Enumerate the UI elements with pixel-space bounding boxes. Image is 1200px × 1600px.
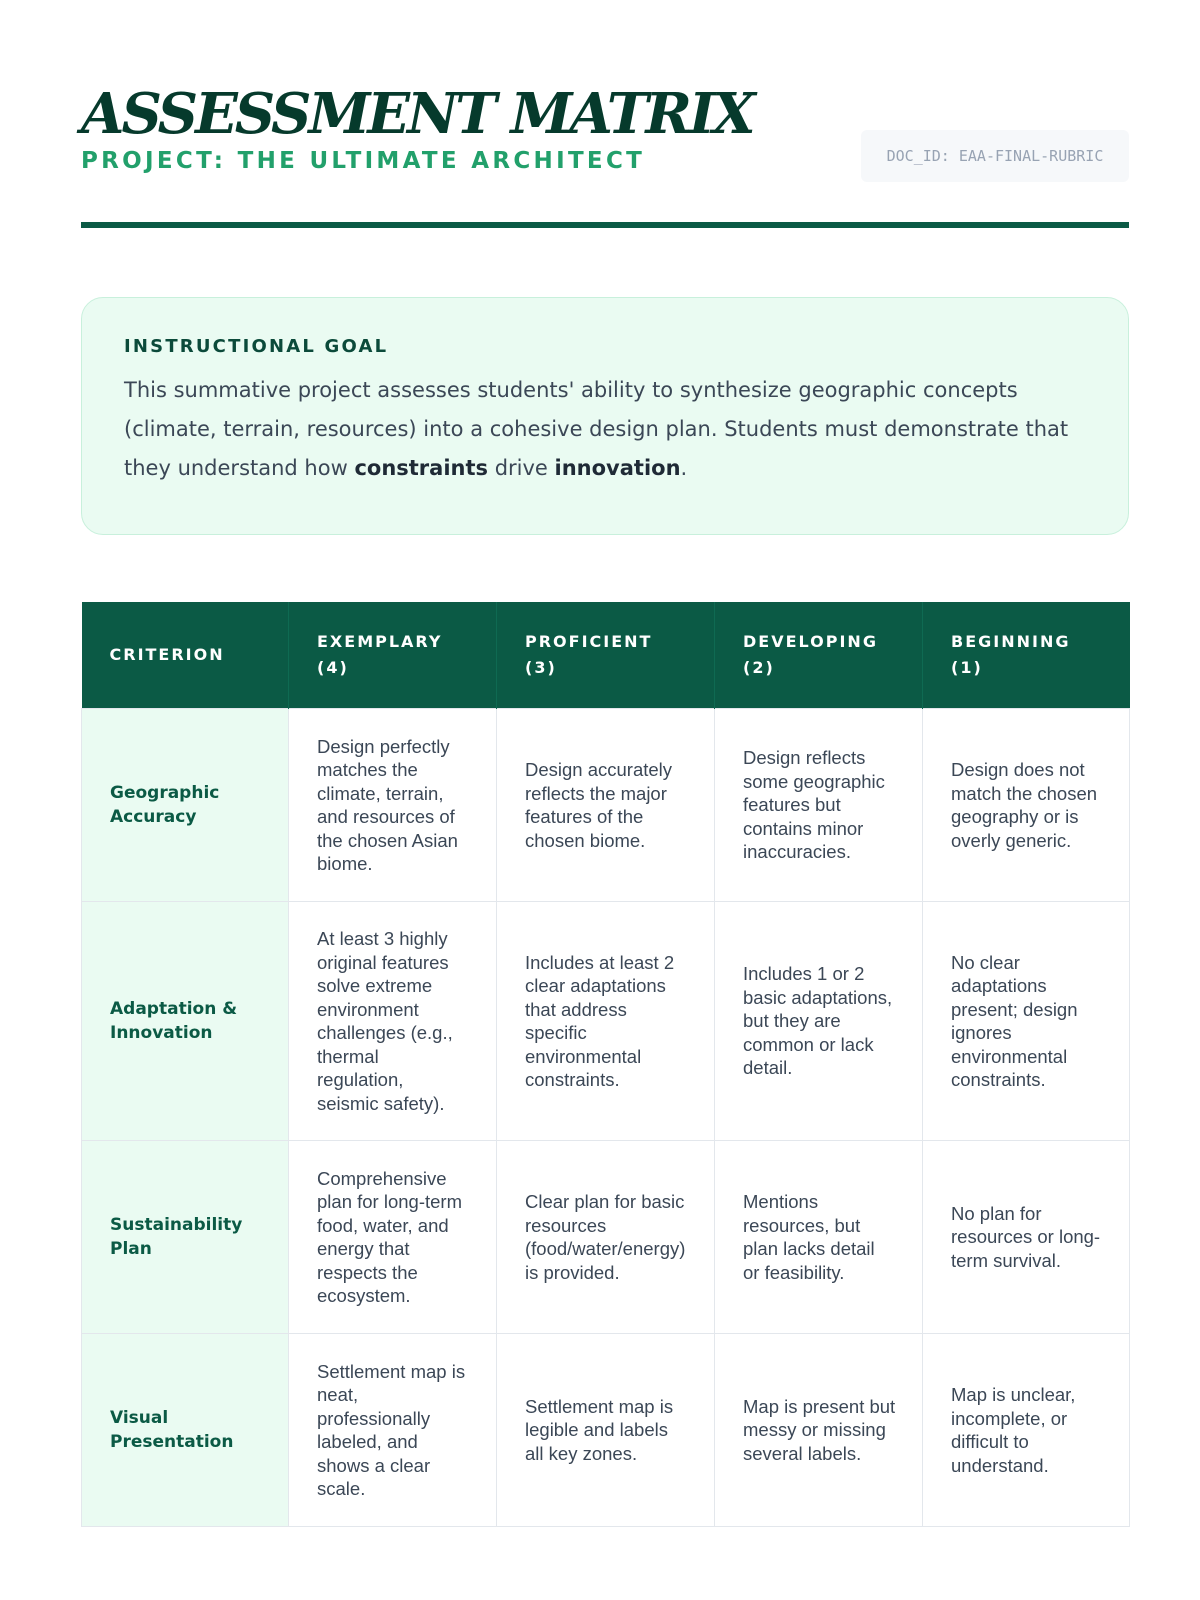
criterion-cell: Visual Presentation xyxy=(82,1334,289,1527)
instructional-goal-box xyxy=(81,297,1129,535)
goal-text-end: . xyxy=(680,456,688,480)
table-row xyxy=(82,1141,1130,1334)
rubric-cell: Design does not match the chosen geography or is overly generic. xyxy=(923,709,1130,902)
goal-text-mid: drive xyxy=(488,456,555,480)
rubric-cell: Mentions resources, but plan lacks detail or feasibility. xyxy=(715,1141,923,1334)
goal-text xyxy=(124,371,1088,488)
rubric-cell: Comprehensive plan for long-term food, water, and energy that respects the ecosystem. xyxy=(289,1141,497,1334)
rubric-cell: Settlement map is neat, professionally labeled, and shows a clear scale. xyxy=(289,1334,497,1527)
rubric-cell: Includes at least 2 clear adaptations that address specific environmental constraints. xyxy=(497,902,715,1141)
header-exemplary: EXEMPLARY (4) xyxy=(289,602,497,709)
rubric-cell: No plan for resources or long-term survival. xyxy=(923,1141,1130,1334)
table-row xyxy=(82,1334,1130,1527)
header-developing: DEVELOPING (2) xyxy=(715,602,923,709)
rubric-cell: Design accurately reflects the major features of the chosen biome. xyxy=(497,709,715,902)
header-beginning: BEGINNING (1) xyxy=(923,602,1130,709)
rubric-cell: Settlement map is legible and labels all key zones. xyxy=(497,1334,715,1527)
rubric-cell: No clear adaptations present; design ignores environmental constraints. xyxy=(923,902,1130,1141)
rubric-cell: Design reflects some geographic features but contains minor inaccuracies. xyxy=(715,709,923,902)
goal-bold-innovation: innovation xyxy=(554,456,681,480)
rubric-cell: At least 3 highly original features solve extreme environment challenges (e.g., thermal regulation, seismic safety). xyxy=(289,902,497,1141)
criterion-cell: Adaptation & Innovation xyxy=(82,902,289,1141)
assessment-matrix-table xyxy=(81,602,1130,1527)
criterion-cell: Geographic Accuracy xyxy=(82,709,289,902)
table-row xyxy=(82,709,1130,902)
rubric-cell: Design perfectly matches the climate, terrain, and resources of the chosen Asian biome. xyxy=(289,709,497,902)
document-header xyxy=(81,81,1129,230)
goal-label: INSTRUCTIONAL GOAL xyxy=(124,336,389,357)
goal-bold-constraints: constraints xyxy=(354,456,489,480)
header-criterion: CRITERION xyxy=(82,602,289,709)
header-proficient: PROFICIENT (3) xyxy=(497,602,715,709)
doc-id-badge: DOC_ID: EAA-FINAL-RUBRIC xyxy=(861,130,1129,182)
rubric-cell: Clear plan for basic resources (food/water/energy) is provided. xyxy=(497,1141,715,1334)
rubric-cell: Map is unclear, incomplete, or difficult to understand. xyxy=(923,1334,1130,1527)
rubric-cell: Map is present but messy or missing several labels. xyxy=(715,1334,923,1527)
page-title: ASSESSMENT MATRIX xyxy=(81,81,753,147)
header-divider xyxy=(81,222,1129,228)
goal-text-start: This summative project assesses students' ability to synthesize geographic concepts (climate, terrain, resources) into a cohesive design plan. Students must demonstrate that they understand how xyxy=(124,378,1069,480)
criterion-cell: Sustainability Plan xyxy=(82,1141,289,1334)
rubric-cell: Includes 1 or 2 basic adaptations, but they are common or lack detail. xyxy=(715,902,923,1141)
table-row xyxy=(82,902,1130,1141)
table-header-row xyxy=(82,602,1130,709)
project-subtitle: PROJECT: THE ULTIMATE ARCHITECT xyxy=(81,148,646,174)
